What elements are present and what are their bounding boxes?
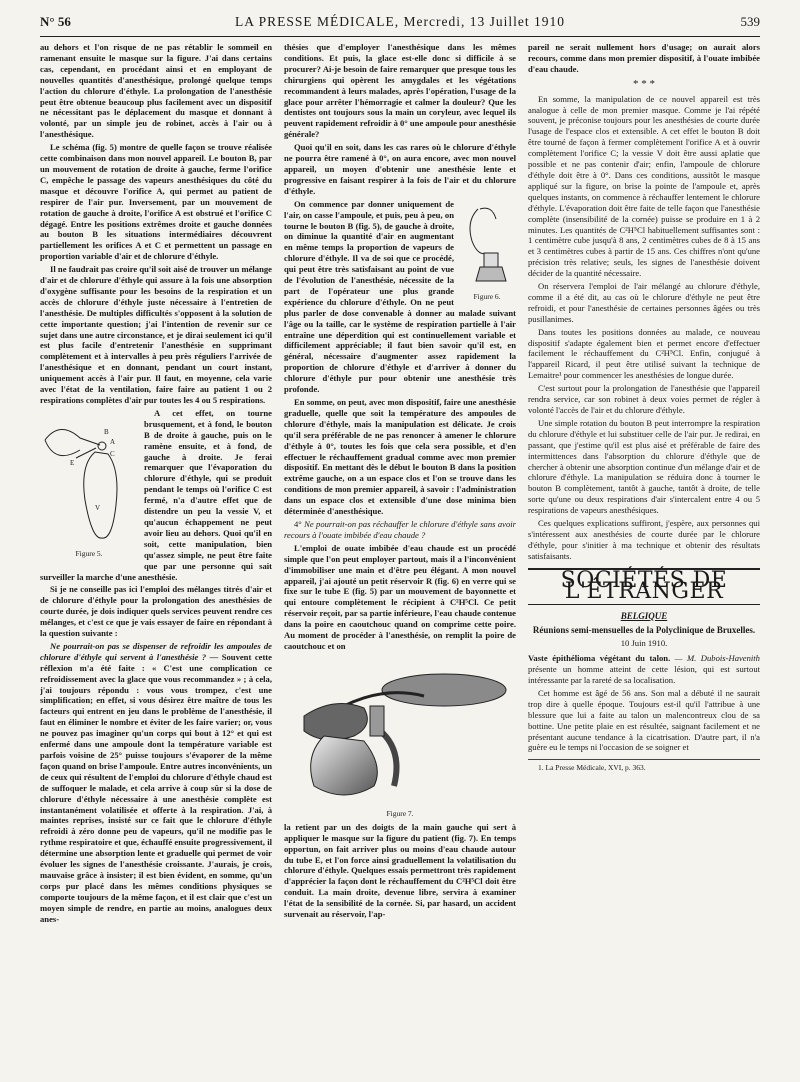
paragraph: C'est surtout pour la prolongation de l'anesthésie que l'appareil rendra service, car son robinet à deux voies permet de régler à volonté l'accès de l'air et du chlorure d'éthyle. — [528, 383, 760, 415]
paragraph: Cet homme est âgé de 56 ans. Son mal a débuté il ne saurait trop dire à quelle époque. Toujours est-il qu'il l'attribue à une blessure que lui a faite au talon un malencontreux clou de sa bottine. Une petite plaie en est résultée, saignant facilement et ne présentant aucune tendance à la cicatrisation. D'autre part, il n'a guère eu le temps ni l'occasion de se soigner et — [528, 687, 760, 753]
figure-5-drawing — [40, 410, 138, 546]
page-number: 539 — [740, 14, 760, 29]
paragraph: A cet effet, on tourne brusquement, et à fond, le bouton B de droite à gauche, puis on le ramène ensuite, et à fond, de gauche à droite. Je ferai remarquer que l'évaporation du chlorure d'éthyle, qui se produit pendant le temps où l'orifice C est fermé, n'a d'autre effet que de distendre un peu la vessie V, et qu'aucun échappement ne peut avoir lieu au dehors. Quoi qu'il en soit, cette manipulation, bien qu'assez simple, ne peut être faite que par une personne qui sait surveiller la marche d'une anesthésie. — [40, 407, 272, 582]
svg-text:A: A — [110, 437, 116, 446]
case-paragraph — [528, 653, 760, 686]
header-rule — [40, 36, 760, 37]
figure-6 — [458, 201, 516, 301]
paragraph: En somme, on peut, avec mon dispositif, faire une anesthésie graduelle, quelle que soit la température des ampoules de chlorure d'éthyle, mais la manipulation est délicate. Je crois qu'il sera préférable de ne pas renoncer à amener le chlorure d'éthyle à 0°, toutes les fois que cela sera possible, et d'en effectuer le réchauffement gradual comme avec mon premier dispositif. En mettant dès le début le bouton B dans la position extrême gauche, on a un espace clos et l'on se trouve dans les conditions de mon premier appareil, à savoir : l'administration dans un espace clos et extensible d'une dose minima bien déterminée d'anesthésique. — [284, 397, 516, 517]
issue-number: N° 56 — [40, 14, 71, 29]
page-header — [40, 14, 760, 36]
journal-title: LA PRESSE MÉDICALE, Mercredi, 13 Juillet 1910 — [235, 14, 565, 29]
section-heading: SOCIÉTÉS DE L'ÉTRANGER — [528, 568, 760, 605]
paragraph: En somme, la manipulation de ce nouvel appareil est très analogue à celle de mon premier masque. Comme je l'ai répété souvent, je préconise toujours pour les anesthésies de courte durée l'usage de l'espace clos et extensible. A cet effet le bouton B doit être tourné de façon à fermer complètement l'orifice A et à ouvrir complètement l'orifice C; la vessie V doit être aussi aplatie que possible et ne pas contenir d'air; enfin, l'ampoule de chlorure d'éthyle doit être à 0°. Dans ces conditions, aussitôt le masque appliqué sur la figure, on brise la pointe de l'ampoule et, après quelques instants, on commence à réchauffer lentement le chlorure d'éthyle. L'évaporation doit être faite de telle façon que l'anesthésie complète (insensibilité de la cornée) puisse se produire en 1 à 2 minutes. Les quantités de C²H⁵Cl habituellement suffisantes sont : 1 centimètre cube jusqu'à 8 ans, 2 centimètres cubes de 8 à 15 ans et 3 centimètres cubes à partir de 15 ans. Ces chiffres n'ont qu'une précision très relative; seuls, les signes de l'anesthésie doivent décider de la quantité nécessaire. — [528, 93, 760, 279]
figure-7-drawing — [284, 656, 516, 806]
question-paragraph — [40, 641, 272, 925]
column-2 — [284, 42, 516, 1072]
paragraph: On réservera l'emploi de l'air mélangé au chlorure d'éthyle, comme il a été dit, au cas où le chlorure d'éthyle ne peut être refroidi, et pour l'anesthésie de certaines personnes âgées ou très pusillanimes. — [528, 281, 760, 324]
meeting-title: Réunions semi-mensuelles de la Polyclinique de Bruxelles. — [532, 625, 756, 636]
svg-text:B: B — [104, 427, 109, 436]
question-text: Ne pourrait-on pas réchauffer le chlorure d'éthyle sans avoir recours à l'ouate imbibée d'eau chaude ? — [284, 518, 516, 540]
paragraph: la retient par un des doigts de la main gauche qui sert à appliquer le masque sur la figure du patient (fig. 7). En temps opportun, on fait arriver plus ou moins d'eau chaude autour du tube E, et l'on force ainsi graduellement la volatilisation du chlorure d'éthyle. Quelques essais permettront très rapidement d'apprécier la façon dont le réchauffement du C²H⁵Cl doit être conduit. La main droite, devenue libre, servira à examiner l'état de la sensibilité de la cornée. Si, par hasard, un accident survenait au réservoir, l'ap- — [284, 821, 516, 920]
column-3 — [528, 42, 760, 1072]
footnote: 1. La Presse Médicale, XVI, p. 363. — [528, 759, 760, 774]
figure-6-drawing — [458, 201, 516, 289]
svg-text:C: C — [110, 449, 115, 458]
case-text: présente un homme atteint de cette lésion, qui est surtout intéressante par la rareté de sa localisation. — [528, 664, 760, 686]
paragraph: Ces quelques explications suffiront, j'espère, aux personnes qui s'intéressent aux anesthésies de courte durée par le chlorure d'éthyle, pour s'initier à ma technique et obtenir des résultats satisfaisants. — [528, 518, 760, 561]
meeting-date: 10 Juin 1910. — [620, 638, 668, 649]
question-number: 4° — [294, 518, 305, 529]
paragraph: Il ne faudrait pas croire qu'il soit aisé de trouver un mélange d'air et de chlorure d'éthyle qui assure à la fois une absorption d'oxygène suffisante pour les besoins de la respiration et un accès de chlorure d'éthyle juste nécessaire à l'entretien de l'anesthésie. De multiples difficultés s'opposent à la solution de cette importante question; j'ai l'intention de revenir sur ce sujet dans une autre circonstance, et je dirai seulement ici qu'il est plus facile d'entretenir l'anesthésie en supprimant complètement et à intervalles à peu près réguliers l'arrivée de l'anesthésique et en donnant, pendant un court instant, uniquement accès à l'air pur. Il faut, en moyenne, cela varie avec l'état de la ventilation, faire faire au patient 1 ou 2 respirations complètes d'air pur toutes les 4 ou 5 respirations. — [40, 264, 272, 405]
figure-5-caption: Figure 5. — [75, 548, 103, 558]
country-heading: BELGIQUE — [620, 610, 668, 621]
svg-text:V: V — [95, 503, 101, 512]
figure-7 — [284, 656, 516, 818]
case-author: — M. Dubois-Havenith — [670, 653, 760, 664]
svg-text:E: E — [70, 458, 75, 467]
column-1 — [40, 42, 272, 1072]
figure-6-caption: Figure 6. — [473, 291, 501, 301]
paragraph: Quoi qu'il en soit, dans les cas rares où le chlorure d'éthyle ne pourra être ramené à 0°, on aura encore, avec mon nouvel appareil, un moyen d'obtenir une anesthésie lente et progressive en faisant respirer à la fois de l'air et du chlorure d'éthyle. — [284, 142, 516, 196]
figure-7-caption: Figure 7. — [386, 808, 414, 818]
paragraph: pareil ne serait nullement hors d'usage; on aurait alors recours, comme dans mon premier dispositif, à l'ouate imbibée d'eau chaude. — [528, 42, 760, 74]
paragraph: Si je ne conseille pas ici l'emploi des mélanges titrés d'air et de chlorure d'éthyle pour la prolongation des anesthésies de courte durée, je dois indiquer quels services peuvent rendre ces mélanges, et c'est ce que je vais essayer de faire en répondant à la question suivante : — [40, 584, 272, 639]
figure-5 — [40, 410, 138, 560]
section-stars: * * * — [633, 77, 655, 90]
paragraph: Dans toutes les positions données au malade, ce nouveau dispositif s'adapte également bien et permet encore d'effectuer facilement le réchauffement du C²H⁵Cl. Enfin, conjugué à l'appareil Ricard, il peut être utilisé suivant la technique de Lemaitre¹ pour commencer les anesthésies de longue durée. — [528, 326, 760, 381]
paragraph: thésies que d'employer l'anesthésique dans les mêmes conditions. Et puis, la glace est-elle donc si difficile à se procurer? Ai-je besoin de faire remarquer que presque tous les chirurgiens qui opèrent les amygdales et les végétations recommandent à leurs malades, après l'opération, l'usage de la glace pour arrêter l'hémorragie et calmer la douleur? Que les dentistes ont toujours sous la main un coryleur, avec lequel ils peuvent rapidement refroidir à 0° une ampoule pour anesthésie générale? — [284, 42, 516, 140]
paragraph: On commence par donner uniquement de l'air, on casse l'ampoule, et puis, peu à peu, on tourne le bouton B (fig. 5), de gauche à droite, on diminue la quantité d'air en augmentant en même temps la proportion de vapeurs de chlorure d'éthyle. Il va de soi que ce procédé, qui peut être très satisfaisant au point de vue de l'évolution de l'anesthésie, nécessite de la part de l'opérateur une plus grande expérience du chlorure d'éthyle. On ne peut plus parler de dose convenable à donner au malade suivant l'âge ou la taille, car le système de respiration partielle à l'air entraîne une déperdition qui est continuellement variable et difficilement appréciable; il faut bien savoir qu'il est, en général, nécessaire d'augmenter assez rapidement la proportion de chlorure d'éthyle et d'arriver à donner du chlorure d'éthyle pur pour obtenir une anesthésie très profonde. — [284, 198, 516, 395]
question-paragraph — [284, 519, 516, 541]
question-text: Ne pourrait-on pas se dispenser de refroidir les ampoules de chlorure d'éthyle qui servent à l'anesthésie ? — [40, 640, 272, 662]
paragraph: Le schéma (fig. 5) montre de quelle façon se trouve réalisée cette combinaison dans mon nouvel appareil. Le bouton B, par un mouvement de rotation de droite à gauche, ferme l'orifice C, empêche le passage des vapeurs anesthésiques du côté du masque et découvre l'orifice A, qui permet au patient de respirer de l'air pur. Inversement, par un mouvement de rotation de gauche à droite, l'orifice A est obstrué et l'orifice C dégagé. Entre les positions extrêmes droite et gauche données au bouton B les situations intermédiaires découvrent partiellement les orifices A et C et permettent un passage en proportion variable d'air et de chlorure d'éthyle. — [40, 142, 272, 262]
paragraph-body: — Souvent cette réflexion m'a été faite : « C'est une complication ce refroidissement avec la glace que vous recommandez » ; à cela, j'ai toujours répondu : vous vous trompez, c'est une simplification; en effet, si vous désirez être maître de tous les facteurs qui entrent en jeu dans le problème de l'anesthésie, il faut en éliminer le nombre et éviter de les faire varier; or, vous ne pouvez pas imaginer qu'un corps qui bout à 12° et qui est enfermé dans une ampoule dont la température variable est parfois voisine de 25° puisse toujours s'évaporer de la même façon quand on brise l'ampoule. Entre autres inconvénients, un de ceux qui résultent de l'emploi du chlorure d'éthyle chaud est de suffoquer le malade, et cela arrive à coup sûr si la dose de chlorure d'éthyle nécessaire à une anesthésie complète est instantanément volatilisée et offerte à la respiration. J'ai, à maintes reprises, insisté sur ce fait que le chlorure d'éthyle refroidi à zéro donne peu de vapeurs, qu'il ne modifie pas le rythme respiratoire et que, échauffé ensuite progressivement, il détermine une absorption lente et graduelle qui permet de voir évoluer les signes de l'anesthésie croissante. J'aurais, je crois, mauvaise grâce à insister; il est bien évident, en somme, qu'un corps pur placé dans les mêmes conditions physiques se comporte toujours de la même façon, et il est clair que c'est un moyen simple de rendre, en partie au moins, analogues deux anes- — [40, 651, 272, 924]
case-title: Vaste épithélioma végétant du talon. — [528, 653, 671, 664]
paragraph: au dehors et l'on risque de ne pas rétablir le sommeil en ramenant ensuite le masque sur la figure. J'ai dans certains cas, cependant, en procédant ainsi et en employant de nouvelles quantités d'anesthésique, prolongé quelque temps l'action du chlorure d'éthyle. La prolongation de l'anesthésie peut être obtenue beaucoup plus facilement avec un dispositif ne nécessitant pas le déplacement du masque et donnant à volonté, par un simple jeu de robinet, accès à l'air ou à l'anesthésique. — [40, 42, 272, 140]
paragraph: Une simple rotation du bouton B peut interrompre la respiration du chlorure d'éthyle et lui substituer celle de l'air pur. Je redirai, en passant, que j'estime qu'il est plus aisé et préférable de faire des intermittences dans l'absorption du chlorure d'éthyle que de chercher à obtenir une absorption continue d'un mélange d'air et de chlorure d'éthyle. La manipulation se réduira donc à tourner le bouton B complètement, tantôt à gauche, tantôt à droite, de telle sorte qu'une ou deux respirations d'air s'intercalent entre 4 ou 5 respirations de vapeurs anesthésiques. — [528, 417, 760, 516]
paragraph: L'emploi de ouate imbibée d'eau chaude est un procédé simple que l'on peut employer partout, mais il a l'inconvénient d'immobiliser une main et d'être peu élégant. A mon nouvel appareil, j'ai ajouté un petit réservoir R (fig. 6) en verre qui se fixe sur le tube E (fig. 5) par un mouvement de bayonnette et qui entoure complètement le récipient à C²H⁵Cl. Ce petit réservoir reçoit, par sa partie inférieure, l'eau chaude contenue dans la poire en caoutchouc quand on comprime cette poire. Au moment de procéder à l'anesthésie, on remplit la poire de caoutchouc et on — [284, 542, 516, 651]
